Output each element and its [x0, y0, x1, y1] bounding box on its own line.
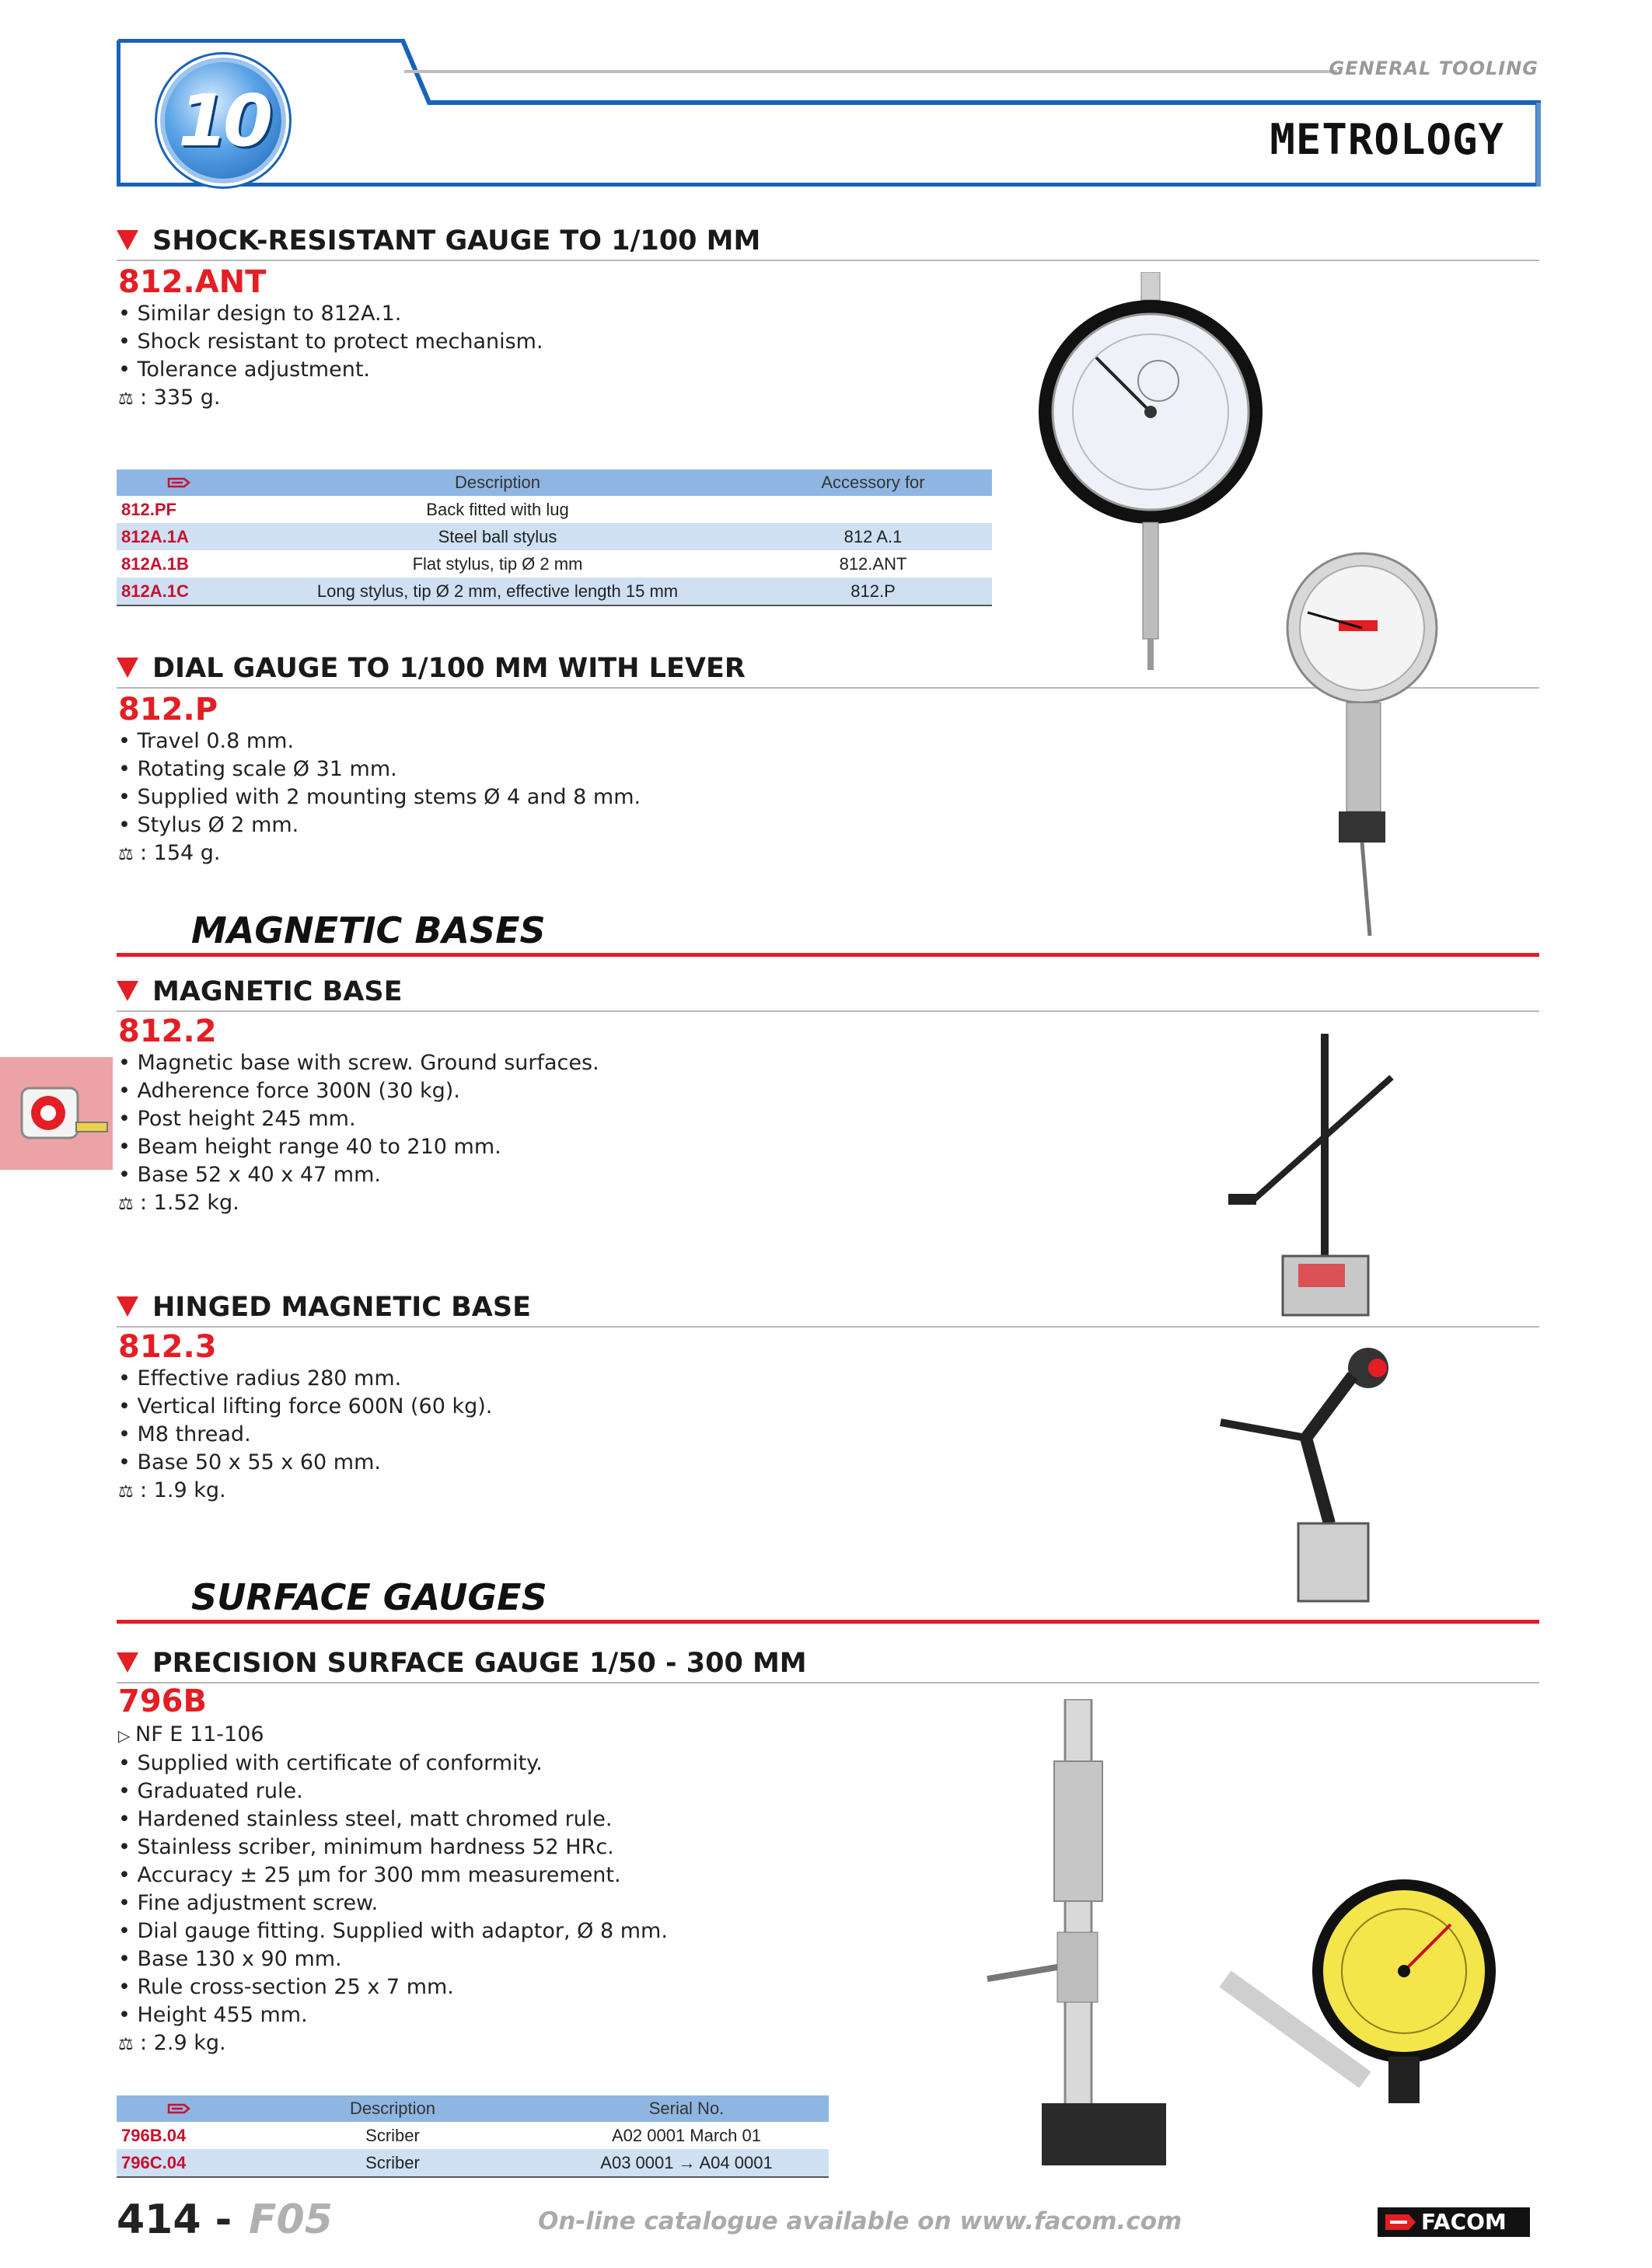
standard-item — [118, 1721, 668, 1750]
feature-item: • Height 455 mm. — [118, 2003, 308, 2027]
weight-value: : 1.52 kg. — [140, 1191, 239, 1215]
table-row — [117, 550, 992, 577]
hinged-magnetic-base-image — [1205, 1345, 1407, 1609]
description-column-header: Description — [241, 2095, 544, 2122]
feature-item: • Rule cross-section 25 x 7 mm. — [118, 1975, 454, 1999]
feature-item: • Similar design to 812A.1. — [118, 302, 402, 326]
feature-item: • Fine adjustment screw. — [118, 1891, 379, 1915]
row-description: Flat stylus, tip Ø 2 mm — [412, 553, 583, 574]
row-serial: A02 0001 March 01 — [611, 2125, 762, 2145]
table-row — [117, 2122, 829, 2149]
row-description: Long stylus, tip Ø 2 mm, effective length 15 mm — [241, 577, 754, 605]
product-features — [118, 1049, 599, 1219]
page-number: 414 - — [117, 2196, 232, 2243]
feature-item: • Stainless scriber, minimum hardness 52 HRc. — [118, 1835, 614, 1859]
feature-item: • Graduated rule. — [118, 1779, 303, 1803]
feature-item: • Adherence force 300N (30 kg). — [118, 1079, 460, 1103]
product-heading-text: MAGNETIC BASE — [152, 976, 403, 1007]
accessories-table — [117, 469, 992, 606]
weight-row — [118, 1189, 599, 1219]
feature-item: • Rotating scale Ø 31 mm. — [118, 757, 397, 781]
feature-item: • Dial gauge fitting. Supplied with adaptor, Ø 8 mm. — [118, 1919, 668, 1943]
feature-item: • Magnetic base with screw. Ground surfaces. — [118, 1051, 599, 1075]
description-column-header: Description — [241, 469, 754, 496]
section-label: GENERAL TOOLING — [1329, 58, 1538, 79]
table-row — [117, 2149, 829, 2177]
row-ref: 796C.04 — [117, 2149, 241, 2177]
table-header-row — [117, 2095, 829, 2122]
reference-arrow-icon — [167, 477, 190, 488]
facom-logo — [1378, 2207, 1530, 2237]
product-heading-text: PRECISION SURFACE GAUGE 1/50 - 300 MM — [152, 1648, 807, 1679]
magnetic-base-image — [1221, 1031, 1407, 1318]
row-description: Scriber — [365, 2125, 420, 2145]
row-accessory-for: 812.P — [754, 577, 992, 605]
feature-item: • Effective radius 280 mm. — [118, 1366, 402, 1390]
feature-item: • Supplied with 2 mounting stems Ø 4 and 8 mm. — [118, 785, 641, 809]
chapter-side-tab[interactable] — [0, 1057, 113, 1170]
weight-icon: ⚖ — [118, 389, 134, 409]
section-heading-text: MAGNETIC BASES — [191, 909, 546, 951]
row-ref: 812A.1B — [121, 553, 189, 574]
section-heading-text: SURFACE GAUGES — [191, 1576, 547, 1618]
row-ref: 812A.1A — [117, 523, 241, 550]
serial-column-header: Serial No. — [544, 2095, 829, 2122]
row-description: Back fitted with lug — [426, 499, 569, 519]
triangle-marker-icon — [117, 981, 138, 1001]
catalogue-note[interactable]: On-line catalogue available on www.facom.com — [538, 2207, 1182, 2235]
feature-item: • Vertical lifting force 600N (60 kg). — [118, 1394, 493, 1418]
weight-row — [118, 2029, 668, 2059]
product-features — [118, 728, 641, 869]
header-frame — [117, 39, 1541, 187]
product-heading-text: SHOCK-RESISTANT GAUGE TO 1/100 MM — [152, 225, 761, 256]
row-accessory-for: 812 A.1 — [754, 523, 992, 550]
product-ref: 812.2 — [118, 1014, 217, 1049]
triangle-marker-icon — [117, 1652, 138, 1673]
row-description: Steel ball stylus — [241, 523, 754, 550]
weight-row — [118, 384, 543, 413]
feature-item: • Hardened stainless steel, matt chromed rule. — [118, 1807, 613, 1831]
facom-arrow-icon — [1384, 2212, 1418, 2232]
feature-item: • Travel 0.8 mm. — [118, 729, 295, 753]
weight-icon: ⚖ — [118, 1195, 134, 1214]
feature-item: • Base 50 x 55 x 60 mm. — [118, 1450, 381, 1474]
product-features — [118, 300, 543, 413]
feature-item: • Accuracy ± 25 µm for 300 mm measurement. — [118, 1863, 621, 1887]
table-header-row — [117, 469, 992, 496]
product-heading — [117, 1648, 1539, 1684]
product-heading — [117, 976, 1539, 1012]
dial-gauge-image — [1034, 272, 1267, 676]
table-row — [117, 496, 992, 523]
feature-item: • Post height 245 mm. — [118, 1107, 356, 1131]
yellow-dial-gauge-image — [1217, 1878, 1513, 2111]
triangle-marker-icon — [117, 658, 138, 678]
weight-row — [118, 1477, 492, 1506]
ref-column-header — [117, 2095, 241, 2122]
feature-item: • Supplied with certificate of conformity. — [118, 1751, 543, 1775]
row-description: Scriber — [241, 2149, 544, 2177]
weight-value: : 2.9 kg. — [140, 2031, 226, 2055]
page-code: F05 — [249, 2196, 333, 2243]
triangle-marker-icon — [117, 1296, 138, 1317]
chapter-number: 10 — [177, 79, 269, 162]
weight-icon: ⚖ — [118, 1482, 134, 1502]
accessory-column-header: Accessory for — [754, 469, 992, 496]
triangle-marker-icon — [117, 230, 138, 250]
feature-item: • Beam height range 40 to 210 mm. — [118, 1135, 501, 1159]
weight-value: : 1.9 kg. — [140, 1478, 226, 1502]
weight-icon: ⚖ — [118, 2035, 134, 2054]
weight-value: : 154 g. — [140, 841, 221, 865]
row-accessory-for — [754, 496, 992, 523]
reference-arrow-icon — [167, 2103, 190, 2114]
lever-dial-gauge-image — [1284, 550, 1440, 939]
weight-value: : 335 g. — [140, 386, 221, 410]
height-gauge-image — [980, 1699, 1228, 2170]
weight-row — [118, 839, 641, 869]
product-ref: 812.3 — [118, 1329, 217, 1365]
standard-triangle-icon: ▷ — [118, 1726, 131, 1745]
feature-item: • Base 52 x 40 x 47 mm. — [118, 1163, 381, 1187]
product-features — [118, 1365, 492, 1506]
table-row — [117, 523, 992, 550]
product-ref: 812.ANT — [118, 264, 267, 300]
table-row — [117, 577, 992, 605]
scriber-table — [117, 2095, 829, 2178]
product-heading-text: HINGED MAGNETIC BASE — [152, 1292, 531, 1323]
standard-text: NF E 11-106 — [135, 1722, 264, 1746]
chapter-badge — [165, 62, 281, 179]
product-ref: 812.P — [118, 692, 218, 728]
feature-item: • Base 130 x 90 mm. — [118, 1947, 342, 1971]
product-heading-text: DIAL GAUGE TO 1/100 MM WITH LEVER — [152, 653, 746, 684]
ref-column-header — [117, 469, 241, 496]
feature-item: • Shock resistant to protect mechanism. — [118, 330, 543, 354]
tape-measure-icon — [0, 1057, 113, 1170]
facom-logo-text: FACOM — [1421, 2209, 1507, 2235]
weight-icon: ⚖ — [118, 845, 134, 864]
feature-item: • Tolerance adjustment. — [118, 358, 370, 382]
product-heading — [117, 225, 1539, 261]
product-features — [118, 1721, 668, 2059]
page-title: METROLOGY — [1270, 115, 1504, 164]
row-ref: 812.PF — [121, 499, 176, 519]
row-ref: 796B.04 — [121, 2125, 187, 2145]
row-ref: 812A.1C — [117, 577, 241, 605]
feature-item: • M8 thread. — [118, 1422, 251, 1446]
row-serial: A03 0001 → A04 0001 — [544, 2149, 829, 2177]
row-accessory-for: 812.ANT — [839, 553, 907, 574]
feature-item: • Stylus Ø 2 mm. — [118, 813, 299, 837]
product-ref: 796B — [118, 1684, 207, 1719]
